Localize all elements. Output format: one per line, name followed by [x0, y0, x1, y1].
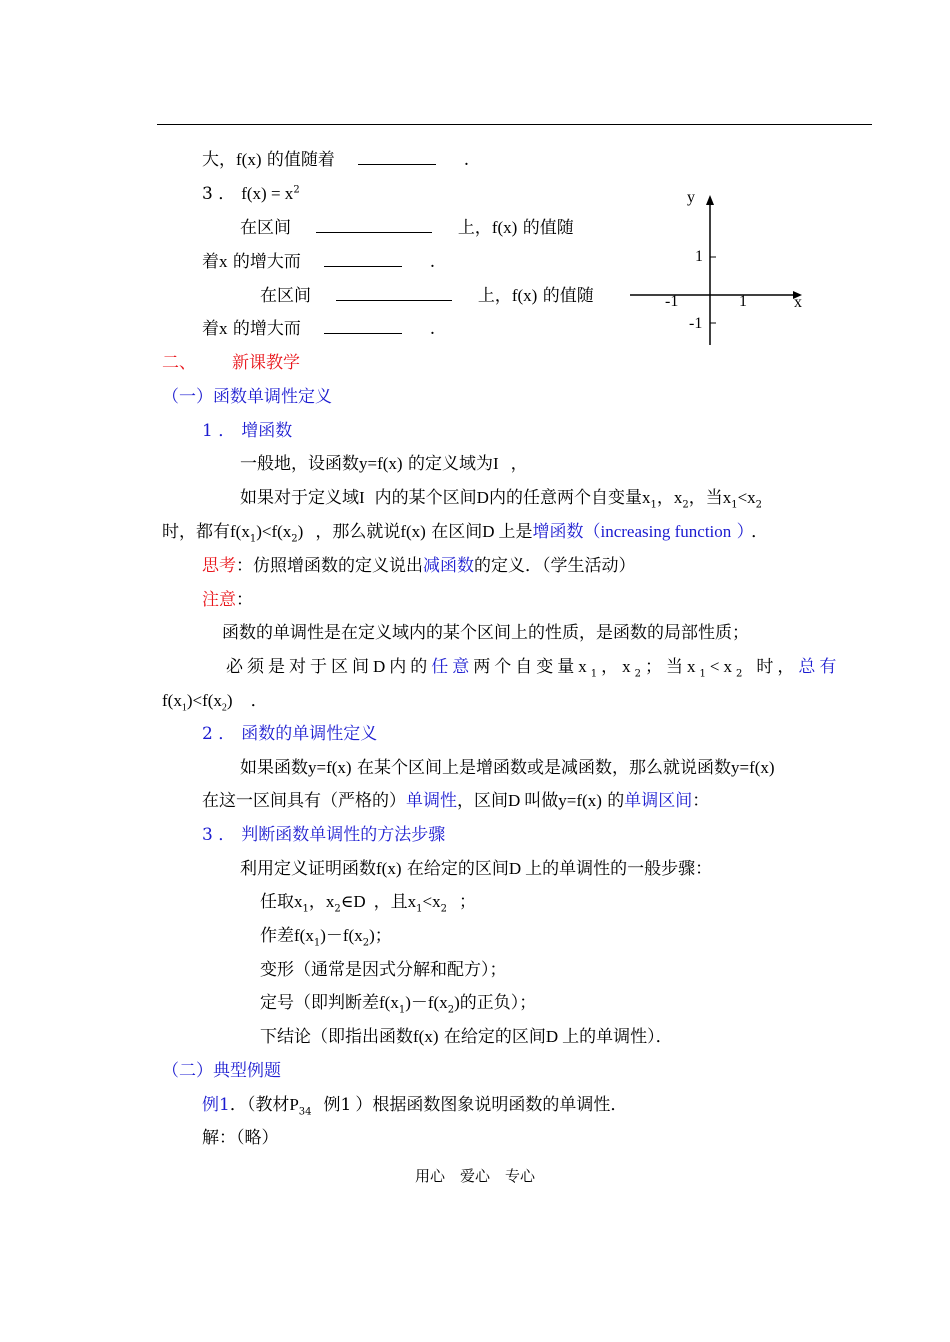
definition-paragraph-2: [240, 487, 762, 509]
text: f(x: [427, 993, 448, 1012]
text: x: [219, 252, 228, 271]
text: <x: [422, 892, 441, 911]
fill-line-3: [240, 217, 574, 239]
text: 在区间: [425, 522, 483, 542]
text: ，区间: [457, 791, 508, 811]
term-decreasing-function: 减函数: [423, 556, 474, 576]
text: ，: [656, 488, 674, 508]
function-heading: [202, 183, 300, 205]
method-intro: [240, 858, 712, 880]
text: 1: [398, 1004, 406, 1016]
text: D: [373, 657, 390, 676]
text: f(x): [413, 1027, 439, 1046]
fill-line-4: [202, 251, 435, 273]
text: D: [353, 892, 366, 911]
text: ，那么就说: [315, 522, 401, 542]
text: ): [320, 926, 326, 945]
text: 必须是对于区间: [226, 657, 373, 677]
text: 34: [298, 1106, 312, 1118]
text: 上是: [498, 522, 533, 542]
fill-line-6: [202, 318, 435, 340]
text: 2: [440, 903, 447, 915]
subsection-heading-1: （一）函数单调性定义: [162, 387, 332, 407]
text: 2: [736, 668, 747, 680]
text: 如果对于定义域: [240, 488, 359, 508]
text: )<f(x: [256, 522, 292, 541]
text: ．（教材: [229, 1095, 290, 1115]
step-3: 变形（通常是因式分解和配方）；: [260, 960, 507, 980]
text: ，当: [688, 488, 723, 508]
text: －: [410, 993, 428, 1013]
text: ): [297, 522, 304, 541]
header-rule: [157, 124, 872, 125]
text: 着: [202, 319, 219, 339]
text: ): [405, 993, 411, 1012]
text: D: [508, 791, 521, 810]
text: f(x: [379, 993, 399, 1012]
text: f(x: [162, 691, 182, 710]
text: 上的单调性的一般步骤：: [525, 859, 713, 879]
text: x: [687, 657, 700, 676]
text: x: [578, 657, 591, 676]
text: 定号（即判断差: [260, 993, 379, 1013]
note-line-2: [226, 656, 840, 678]
text: 2: [334, 903, 341, 915]
text: 的值随: [517, 218, 574, 238]
coordinate-axes-graph: [630, 180, 810, 350]
term-english: increasing function: [600, 522, 732, 541]
text: f(x): [236, 150, 262, 169]
text: x: [294, 892, 303, 911]
text: 一般地，设函数: [240, 454, 359, 474]
item-number: 2 ．: [202, 724, 236, 744]
text: D: [482, 522, 495, 541]
definition-paragraph-3: [162, 521, 768, 543]
item-2-heading: [202, 723, 377, 745]
text: x: [325, 892, 335, 911]
answer-blank: [358, 150, 436, 165]
text: 1: [249, 533, 257, 545]
text: 的正负）；: [459, 993, 537, 1013]
note-colon: ：: [236, 590, 253, 610]
section-number: 二、: [162, 353, 196, 373]
answer-blank: [324, 252, 402, 267]
text: ）: [731, 522, 746, 542]
tick-label-x-1: 1: [739, 293, 747, 310]
text: 在某个区间上是增函数或是减函数，那么就说函数: [351, 758, 731, 778]
text: ；: [374, 926, 392, 946]
text: ）根据函数图象说明函数的单调性．: [355, 1095, 628, 1115]
note-label-line: [202, 589, 253, 611]
text: 在区间: [240, 218, 291, 238]
text: 任取: [260, 892, 294, 912]
text: 上，: [477, 286, 512, 306]
text: x: [673, 488, 683, 507]
emphasis-always: 总有: [798, 657, 841, 677]
text: <x: [737, 488, 756, 507]
item-title: 增函数: [241, 421, 293, 441]
step-1: [260, 891, 476, 913]
definition-paragraph-1: [240, 453, 528, 475]
text: 内的某个区间: [374, 488, 477, 508]
monotonic-def-line-1: [240, 757, 775, 779]
step-2: [260, 925, 392, 947]
item-title: 函数的单调性定义: [241, 724, 378, 744]
text: 的定义域为: [402, 454, 493, 474]
text: y=f(x): [730, 758, 775, 777]
emphasis-any: 任意: [431, 657, 474, 677]
page-footer: 用心 爱心 专心: [414, 1167, 535, 1185]
text: x: [407, 892, 417, 911]
tick-label-x-minus1: -1: [665, 293, 679, 310]
note-line-3: [162, 690, 268, 712]
text: ．: [250, 691, 268, 710]
text: f(x): [511, 286, 538, 305]
answer-blank: [336, 286, 452, 301]
text: ，: [308, 892, 326, 912]
text: 1: [699, 668, 710, 680]
text: f(x: [342, 926, 363, 945]
text: ): [226, 691, 233, 710]
item-number: 3 ．: [202, 184, 236, 204]
fill-line-1: [202, 149, 469, 171]
text: 的定义．（学生活动）: [474, 556, 636, 576]
text: 2: [634, 668, 646, 680]
text: 1: [302, 903, 309, 915]
text: 时，都有: [162, 522, 230, 542]
y-axis-arrow: [706, 195, 714, 205]
text: ，且: [373, 892, 408, 912]
text: ，: [510, 454, 528, 474]
text: 两个自变量: [473, 657, 579, 677]
text: 在区间: [260, 286, 311, 306]
text: 利用定义证明函数: [240, 859, 376, 879]
text: ，: [601, 657, 623, 677]
text: ；当: [645, 657, 688, 677]
text: 1: [181, 702, 187, 714]
example-label: 例1: [202, 1095, 230, 1115]
text: 内的任意两个自变量: [488, 488, 642, 508]
text: 如果函数: [240, 758, 308, 778]
text: 在这一区间具有（严格的）: [202, 791, 406, 811]
text: ∈: [340, 892, 354, 912]
fill-line-5: [260, 285, 594, 307]
text: P: [289, 1095, 299, 1114]
text: 大，: [202, 150, 236, 170]
y-axis-label: y: [687, 189, 695, 206]
text: )<f(x: [186, 691, 222, 710]
text: y=f(x): [308, 758, 352, 777]
text: 的: [601, 791, 625, 811]
period: .: [429, 319, 436, 339]
text: ；: [458, 892, 476, 912]
tick-label-y-minus1: -1: [689, 315, 703, 332]
note-label: 注意: [202, 590, 236, 610]
exponent: 2: [293, 184, 300, 196]
term-monotonic-interval: 单调区间: [624, 791, 693, 811]
text: 叫做: [524, 791, 559, 811]
text: 例1: [323, 1095, 352, 1115]
text: 的值随: [537, 286, 594, 306]
text: 1: [731, 499, 738, 511]
term-increasing-function: 增函数（: [532, 522, 601, 542]
text: ：: [692, 791, 710, 811]
think-line: [202, 555, 636, 577]
text: 在给定的区间: [401, 859, 509, 879]
text: 时，: [756, 657, 799, 677]
text: 着: [202, 252, 219, 272]
text: D: [508, 859, 522, 878]
text: 下结论（即指出函数: [260, 1027, 413, 1047]
text: 2: [291, 533, 298, 545]
text: 2: [221, 702, 227, 714]
text: D: [476, 488, 489, 507]
step-5: [260, 1026, 673, 1048]
text: x: [219, 319, 228, 338]
monotonic-def-line-2: [202, 790, 709, 812]
section-title: 新课教学: [232, 353, 300, 373]
item-number: 3 ．: [202, 825, 236, 845]
text: 2: [682, 499, 689, 511]
item-title: 判断函数单调性的方法步骤: [241, 825, 446, 845]
text: 1: [590, 668, 602, 680]
example-1: [202, 1094, 627, 1116]
text: x: [722, 488, 732, 507]
text: 2: [755, 499, 763, 511]
x-axis-label: x: [794, 294, 802, 311]
text: 的增大而: [227, 252, 301, 272]
item-number: 1 ．: [202, 421, 236, 441]
text: f(x): [376, 859, 402, 878]
text: I: [492, 454, 499, 473]
step-4: [260, 992, 536, 1014]
text: ): [369, 926, 375, 945]
item-3-heading: [202, 824, 445, 846]
text: 在给定的区间: [438, 1027, 546, 1047]
period: .: [429, 252, 436, 272]
text: ．: [751, 522, 769, 542]
solution-line: 解：（略）: [202, 1128, 279, 1148]
text: 1: [313, 937, 321, 949]
note-line-1: 函数的单调性是在定义域内的某个区间上的性质，是函数的局部性质；: [222, 623, 749, 643]
text: y=f(x): [359, 454, 403, 473]
text: 1: [650, 499, 657, 511]
text: 上，: [457, 218, 492, 238]
text: 内的: [389, 657, 432, 677]
text: f(x: [230, 522, 250, 541]
text: <x: [709, 657, 736, 676]
text: y=f(x): [558, 791, 602, 810]
item-1-heading: [202, 420, 292, 442]
answer-blank: [316, 218, 432, 233]
section-heading-2: [162, 352, 300, 374]
text: 作差: [260, 926, 294, 946]
subsection-heading-2: （二）典型例题: [162, 1061, 281, 1081]
text: 2: [362, 937, 370, 949]
term-monotonicity: 单调性: [406, 791, 457, 811]
text: D: [545, 1027, 559, 1046]
text: 上的单调性）．: [562, 1027, 673, 1047]
answer-blank: [324, 319, 402, 334]
text: 2: [447, 1004, 455, 1016]
text: I: [359, 488, 365, 507]
text: f(x): [400, 522, 426, 541]
text: －: [325, 926, 343, 946]
text: x: [641, 488, 651, 507]
text: 的增大而: [227, 319, 301, 339]
text: f(x: [294, 926, 314, 945]
text: ：仿照增函数的定义说出: [236, 556, 423, 576]
text: x: [622, 657, 635, 676]
period: .: [463, 150, 470, 170]
formula: f(x) = x: [241, 184, 294, 203]
tick-label-y-1: 1: [695, 248, 703, 265]
think-label: 思考: [202, 556, 236, 576]
text: 的值随着: [261, 150, 335, 170]
text: f(x): [491, 218, 518, 237]
text: ): [454, 993, 460, 1012]
text: 1: [416, 903, 423, 915]
